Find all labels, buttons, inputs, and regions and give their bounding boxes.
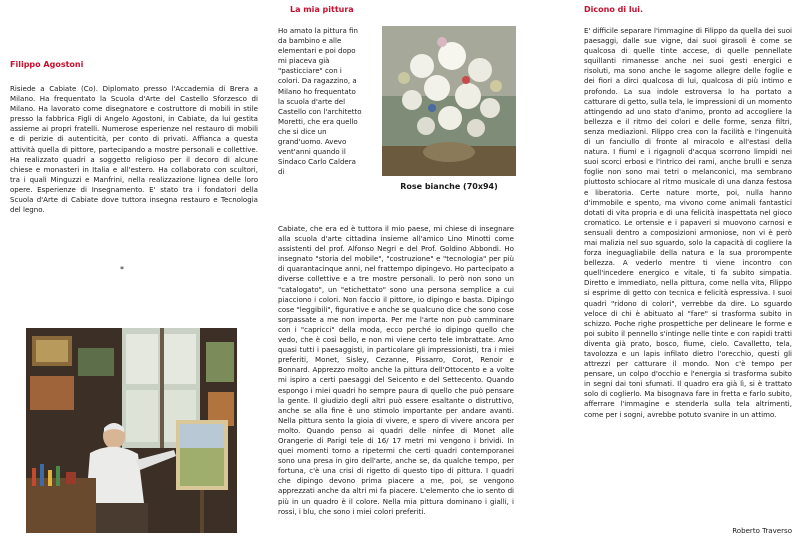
they-say-heading: Dicono di lui.: [584, 5, 644, 14]
separator-star: *: [120, 265, 124, 274]
author-signature: Roberto Traverso: [732, 526, 792, 535]
roses-illustration: [382, 26, 516, 176]
intro-text: Ho amato la pittura fin da bambino e alle elementari e poi dopo mi piaceva già "pasticciare" con i colori. Da ragazzino, a Milano ho frequentato la scuola d'arte del Castello con l'architetto Moretti, che era quello che si dice un grand'uomo. Avevo vent'anni quando il Sindaco Carlo Caldera di: [278, 26, 362, 177]
white-roses-painting: [382, 26, 516, 176]
artist-painting-photo: [26, 328, 237, 533]
critique-text: E' difficile separare l'immagine di Filippo da quella dei suoi paesaggi, dalle sue vigne, dai suoi girasoli è come se qualcosa di quelle tinte accese, di quelle pennellate squillanti rimanesse anche nei suoi gesti energici e risoluti, ma sono anche le sagome allegre delle foglie e dei fiori a dirci qualcosa di lui, qualcosa di più intimo e profondo. La sua indole estroversa lo ha portato a catturare di getto, sulla tela, le impressioni di un momento attingendo ad uno stato d'animo, pronto ad accogliere la bellezza e il ritmo dei colori e delle forme, senza filtri, senza mediazioni. Filippo crea con la facilità e l'ingenuità di un fanciullo di fronte al miracolo e all'estasi della natura. I fiumi e i rigagnoli d'acqua scorrono limpidi nei suoi scorci erbosi e l'intrico dei rami, anche brulli e senza foglie non sono mai tetri o melanconici, ma sembrano piuttosto schiocare al ritmo musicale di una danza festosa e liberatoria. Certe nature morte, poi, nulla hanno d'immobile e spento, ma vivono come animali fantastici dotati di vita propria e di una felicità inaspettata nel gioco cromatico. Le ortensie e i papaveri si muovono carnosi e sensuali dentro a composizioni armoniose, non vi è però mai malizia nel suo sguardo, solo la capacità di cogliere la forza ineguagliabile della natura e la sua prorompente bellezza. A vederlo mentre ti viene incontro con quell'incedere energico e vitale, ti fa subito simpatia. Diretto e immediato, nella pittura, come nella vita, Filippo si esprime di getto con tecnica e felicità espressiva. I suoi quadri "ridono di colori", verrebbe da dire. Lo sguardo veloce di chi è abituato al "fare" si trasforma subito in schizzo. Poche righe prospettiche per delineare le forme e poi subito il pennello s'intinge nelle tinte e con rapidi tratti diventa già prato, bosco, fiume, cielo. Cavalletto, tela, tavolozza e un lapis infilato dietro l'orecchio, questi gli attrezzi per catturare il mondo. Non c'è tempo per pensare, un colpo d'occhio e l'energia si trasforma subito in segni dai toni sfumati. Il quadro era già lì, si è trattato solo di coglierlo. Ma bisognava fare in fretta e farlo subito, afferrare l'immagine e stenderla sulla tela altrimenti, come per i sogni, avrebbe potuto svanire in un attimo.: [584, 26, 792, 419]
biography-text: Risiede a Cabiate (Co). Diplomato presso l'Accademia di Brera a Milano. Ha frequentato la Scuola d'Arte del Castello Sforzesco di Milano. Ha lavorato come disegnatore e costruttore di mobili in stile presso la fabbrica Figli di Angelo Agostoni, in Cabiate, da lui gestita assieme ai propri fratelli. Numerose esperienze nel restauro di mobili e di perizie di autenticità, per conto di privati. Affianca a questa attività quella di pittore, partecipando a mostre personali e collettive. Ha realizzato quadri a soggetto religioso per il decoro di alcune chiese e monasteri in Italia e all'estero. Ha collaborato con scultori, tra i quali Minguzzi e Manfrini, nella realizzazione lignea delle loro opere. Esperienze di Insegnamento. E' stato tra i fondatori della Scuola d'Arte di Cabiate dove tuttora insegna restauro e Tecnologia del legno.: [10, 84, 258, 215]
painting-caption: Rose bianche (70x94): [400, 182, 498, 191]
studio-photo-illustration: [26, 328, 237, 533]
my-painting-heading: La mia pittura: [290, 5, 354, 14]
main-text: Cabiate, che era ed è tuttora il mio paese, mi chiese di insegnare alla scuola d'arte cittadina insieme all'amico Lino Minotti come assistenti del prof. Alfonso Negri e del Prof. Goldino Abbondi. Ho insegnato "storia del mobile", "costruzione" e "tecnologia" per più di quarantacinque anni, nel frattempo dipingevo. Ho partecipato a diverse collettive e a tre mostre personali. Io però non sono un "catalogato", un "etichettato" sono una persona semplice a cui piacciono i colori. Non faccio il pittore, io dipingo e basta. Dipingo cose "leggibili", figurative e anche se qualcuno dice che sono cose sorpassate a me non importa. Per me l'arte non può camminare con i "capricci" della moda, ecco perché io dipingo quello che vedo, che è così bello, e non mi viene certo tele imbrattate. Amo quasi tutti i paesaggisti, in particolare gli impressionisti, tra i miei preferiti, Monet, Sisley, Cezanne, Pissarro, Corot, Renoir e Bonnard. Apprezzo molto anche la pittura dell'Ottocento e a volte mi ispiro a certi paesaggi del Seicento e del Settecento. Quando espongo i miei quadri ho sempre paura di quello che può pensare la gente. Il giudizio degli altri può essere esaltante o distruttivo, anche se alla fine è uno stimolo importante per andare avanti. Nella pittura sento la gioia di vivere, e spero di vivere ancora per molto. Quando penso ai quadri delle ninfee di Monet alle Orangerie di Parigi tele di 16/ 17 metri mi vengono i brividi. In quei momenti torno a ripetermi che certi quadri contemporanei sono una presa in giro dell'arte, anche se, da qualche tempo, per fortuna, c'è una crisi di rigetto di questo tipo di pittura. I quadri che dipingo devono prima piacere a me, poi, se vengono apprezzati anche da altri mi fa piacere. L'elemento che io sento di più in un quadro è il colore. Nella mia pittura dominano i gialli, i rossi, i blu, che sono i miei colori preferiti.: [278, 224, 514, 516]
artist-name-heading: Filippo Agostoni: [10, 60, 84, 69]
